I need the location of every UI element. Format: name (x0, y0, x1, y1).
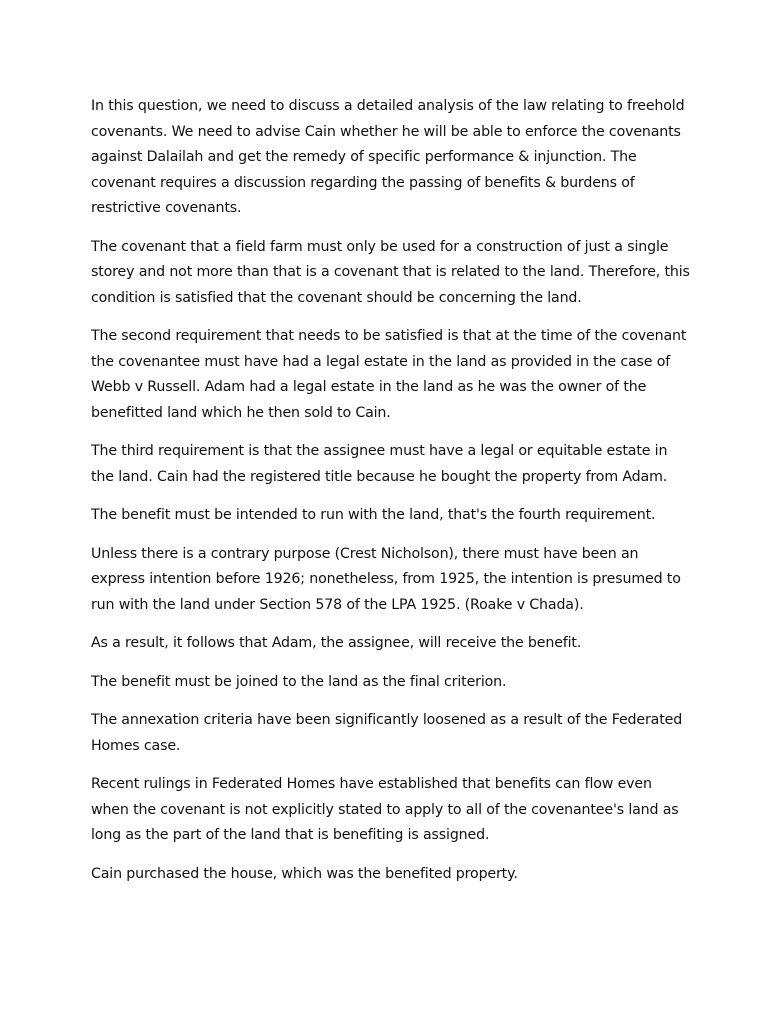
paragraph-federated-homes: Recent rulings in Federated Homes have established that benefits can flow even when the covenant is not explicitly stated to apply to all of the covenantee's land as long as the part of the land that is benefiting is assigned. (91, 776, 679, 843)
paragraph-assignee-benefit: As a result, it follows that Adam, the assignee, will receive the benefit. (91, 635, 582, 651)
paragraph-cain-purchase: Cain purchased the house, which was the benefited property. (91, 865, 518, 882)
paragraph-annexation: The annexation criteria have been significantly loosened as a result of the Federated Homes case. (91, 712, 683, 754)
paragraph-final-criterion: The benefit must be joined to the land as the final criterion. (91, 673, 507, 690)
document-body (91, 94, 691, 900)
paragraph-fourth-requirement: The benefit must be intended to run with the land, that's the fourth requirement. (91, 507, 656, 523)
paragraph-intro: In this question, we need to discuss a detailed analysis of the law relating to freehold covenants. We need to advise Cain whether he will be able to enforce the covenants against Dalailah and get the remedy of specific performance & injunction. The covenant requires a discussion regarding the passing of benefits & burdens of restrictive covenants. (91, 98, 685, 216)
paragraph-covenant-land: The covenant that a field farm must only be used for a construction of just a single storey and not more than that is a covenant that is related to the land. Therefore, this condition is satisfied that the covenant should be concerning the land. (91, 238, 690, 306)
paragraph-third-requirement: The third requirement is that the assignee must have a legal or equitable estate in the land. Cain had the registered title because he bought the property from Adam. (91, 443, 668, 485)
paragraph-contrary-purpose: Unless there is a contrary purpose (Crest Nicholson), there must have been an express intention before 1926; nonetheless, from 1925, the intention is presumed to run with the land under Section 578 of the LPA 1925. (Roake v Chada). (91, 545, 681, 613)
paragraph-second-requirement: The second requirement that needs to be satisfied is that at the time of the covenant the covenantee must have had a legal estate in the land as provided in the case of Webb v Russell. Adam had a legal estate in the land as he was the owner of the benefitted land which he then sold to Cain. (91, 328, 687, 421)
